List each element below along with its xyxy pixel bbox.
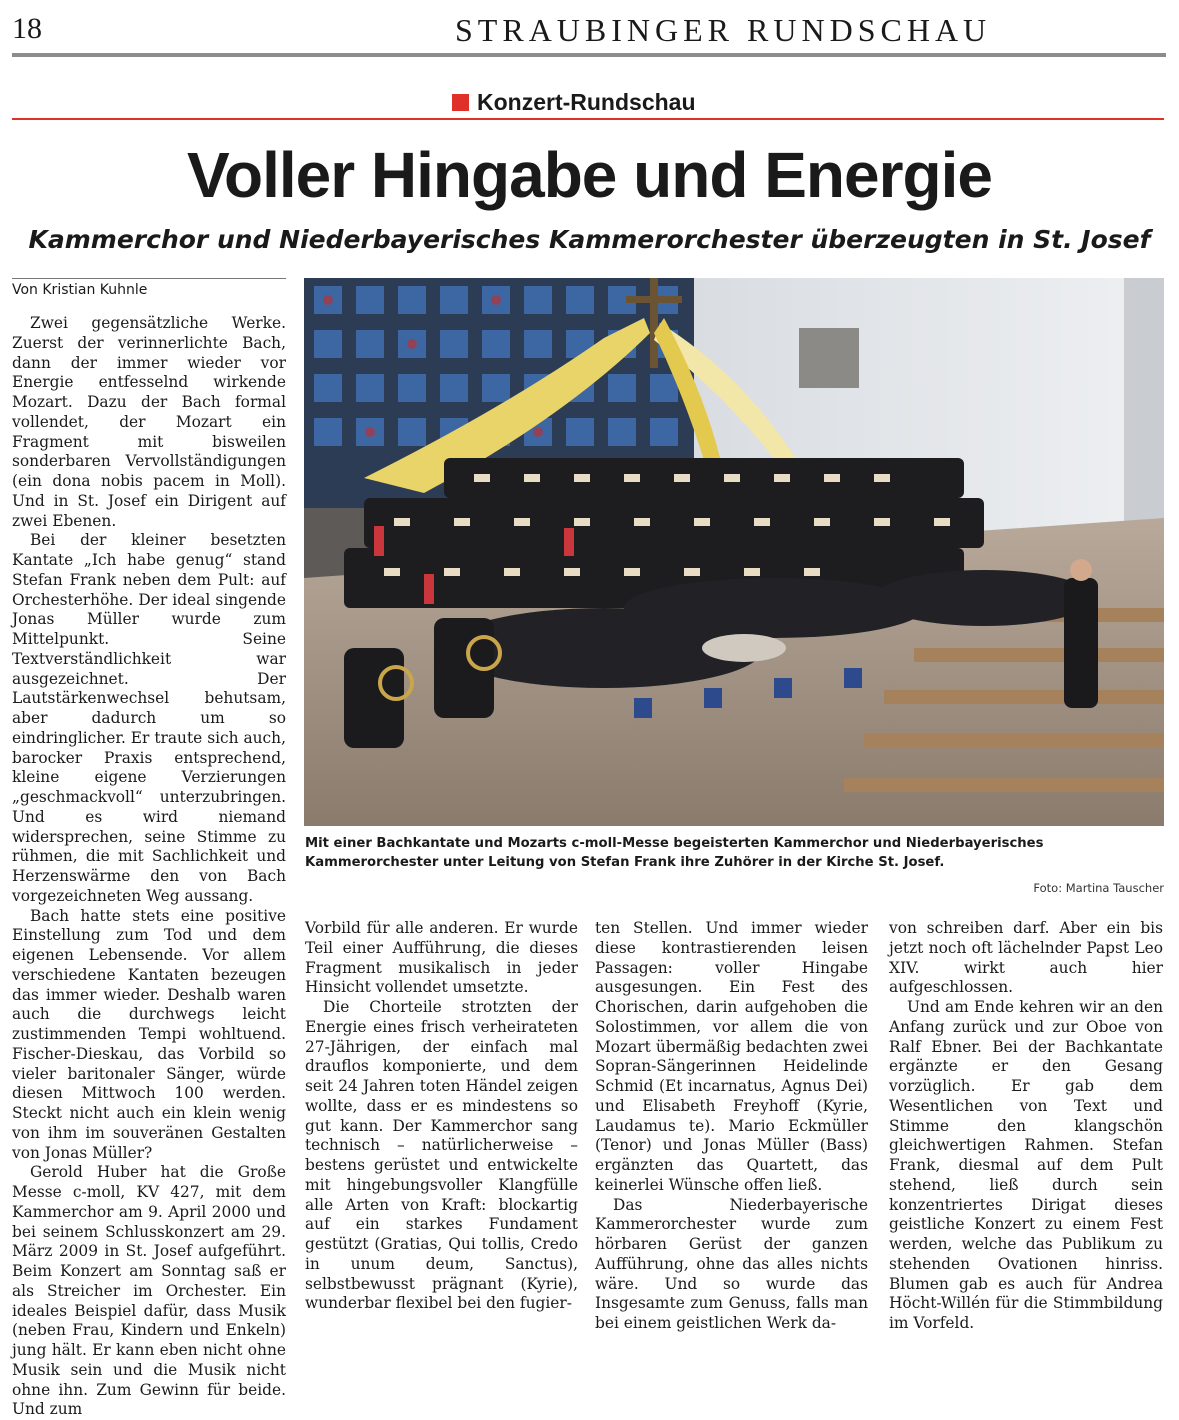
paragraph: Bei der kleiner besetzten Kantate „Ich habe genug“ stand Stefan Frank neben dem Pult: auf Orchesterhöhe. Der ideal singende Jonas Müller wurde zum Mittelpunkt. Seine Textverständlichkeit war ausgezeichnet. Der Lautstärkenwechsel behutsam, aber dadurch um so eindringlicher. Er traute sich auch, barocker Praxis entsprechend, kleine eigene Verzierungen „geschmackvoll“ unterzubringen. Und es wird niemand widersprechen, seine Stimme zu rühmen, die mit Sachlichkeit und Herzenswärme den von Bach vorgezeichneten Weg aussang.: [12, 531, 286, 905]
top-rule: [12, 53, 1166, 57]
paragraph: von schreiben darf. Aber ein bis jetzt noch oft lächelnder Papst Leo XIV. wirkt auch hier aufgeschlossen.: [889, 919, 1163, 997]
article-column-4: [889, 919, 1163, 1334]
section-label: [452, 88, 696, 116]
concert-photo-illustration: [304, 278, 1164, 826]
section-marker-icon: [452, 94, 469, 111]
photo-credit: Foto: Martina Tauscher: [1033, 881, 1164, 895]
section-rule: [12, 118, 1164, 120]
paragraph: Die Chorteile strotzten der Energie eines frisch verheirateten 27-Jährigen, der einfach mal drauflos komponierte, und dem seit 24 Jahren toten Händel zeigen wollte, dass er es mindestens so gut kann. Der Kammerchor sang technisch – natürlicherweise – bestens gerüstet und entwickelte mit hingebungsvoller Klangfülle alle Arten von Kraft: blockartig auf ein starkes Fundament gestützt (Gratias, Qui tollis, Credo in unum deum, Sanctus), selbstbewusst prägnant (Kyrie), wunderbar flexibel bei den fugier-: [305, 998, 578, 1313]
page-number: 18: [12, 12, 42, 45]
paragraph: Zwei gegensätzliche Werke. Zuerst der verinnerlichte Bach, dann der immer wieder vor Energie entfesselnd wirkende Mozart. Dazu der Bach formal vollendet, der Mozart ein Fragment mit bisweilen sonderbaren Vervollständigungen (ein dona nobis pacem in Moll). Und in St. Josef ein Dirigent auf zwei Ebenen.: [12, 314, 286, 530]
section-title: Konzert-Rundschau: [477, 88, 696, 115]
article-subheadline: Kammerchor und Niederbayerisches Kammerorchester überzeugten in St. Josef: [28, 225, 1151, 254]
paragraph: Gerold Huber hat die Große Messe c-moll, KV 427, mit dem Kammerchor am 9. April 2000 und bei seinem Schlusskonzert am 29. März 2009 in St. Josef aufgeführt. Beim Konzert am Sonntag saß er als Streicher im Orchester. Ein ideales Beispiel dafür, dass Musik (neben Frau, Kindern und Enkeln) jung hält. Er kann eben nicht ohne Musik sein und die Musik nicht ohne ihn. Zum Gewinn für beide. Und zum: [12, 1163, 286, 1419]
concert-photo: [304, 278, 1164, 826]
photo-caption: Mit einer Bachkantate und Mozarts c-moll-Messe begeisterten Kammerchor und Niederbayerisches Kammerorchester unter Leitung von Stefan Frank ihre Zuhörer in der Kirche St. Josef.: [305, 836, 1044, 870]
article-headline: Voller Hingabe und Energie: [187, 139, 992, 211]
paragraph: Das Niederbayerische Kammerorchester wurde zum hörbaren Gerüst der ganzen Aufführung, ohne das alles nichts wäre. Und so wurde das Insgesamte zum Genuss, falls man bei einem geistlichen Werk da-: [595, 1195, 868, 1332]
paragraph: ten Stellen. Und immer wieder diese kontrastierenden leisen Passagen: voller Hingabe ausgesungen. Ein Fest des Chorischen, darin aufgehoben die Solostimmen, vor allem die von Mozart übermäßig bedachten zwei Sopran-Sängerinnen Heidelinde Schmid (Et incarnatus, Agnus Dei) und Elisabeth Freyhoff (Kyrie, Laudamus te). Mario Eckmüller (Tenor) und Jonas Müller (Bass) ergänzten das Quartett, das keinerlei Wünsche offen ließ.: [595, 919, 868, 1194]
newspaper-masthead: STRAUBINGER RUNDSCHAU: [455, 12, 992, 48]
paragraph: Bach hatte stets eine positive Einstellung zum Tod und dem eigenen Lebensende. Vor allem verschiedene Kantaten bezeugen das immer wieder. Deshalb waren auch die durchwegs leicht zustimmenden Tempi wohltuend. Fischer-Dieskau, das Vorbild so vieler baritonaler Sänger, würde diesen Mittwoch 100 werden. Steckt nicht auch ein klein wenig von ihm im souveränen Gestalten von Jonas Müller?: [12, 906, 286, 1162]
article-column-3: [595, 919, 868, 1334]
article-column-2: [305, 919, 578, 1314]
article-column-1: [12, 314, 286, 1420]
byline: Von Kristian Kuhnle: [12, 282, 148, 298]
byline-rule: [12, 278, 286, 279]
paragraph: Vorbild für alle anderen. Er wurde Teil einer Aufführung, die dieses Fragment musikalisch in jeder Hinsicht vollendet umsetzte.: [305, 919, 578, 997]
paragraph: Und am Ende kehren wir an den Anfang zurück und zur Oboe von Ralf Ebner. Bei der Bachkantate ergänzte er den Gesang vorzüglich. Er gab dem Wesentlichen von Text und Stimme den klangschön gleichwertigen Rahmen. Stefan Frank, diesmal auf dem Pult stehend, ließ durch sein konzentriertes Dirigat dieses geistliche Konzert zu einem Fest werden, welche das Publikum zu stehenden Ovationen hinriss. Blumen gab es auch für Andrea Höcht-Willén für die Stimmbildung im Vorfeld.: [889, 998, 1163, 1332]
